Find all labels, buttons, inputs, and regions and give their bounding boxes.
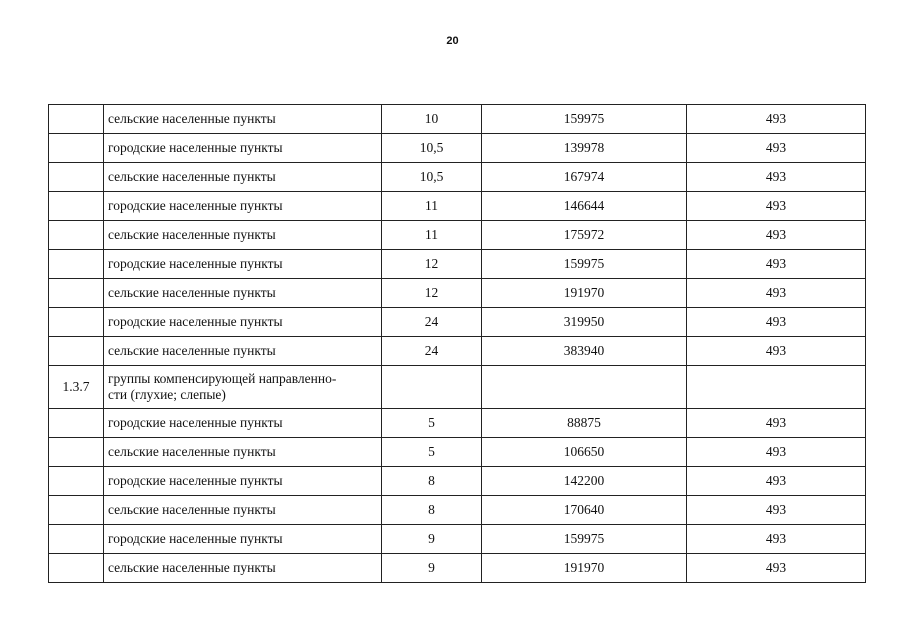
- cell-cost: 191970: [482, 279, 687, 308]
- cell-code: 493: [687, 496, 866, 525]
- cell-num: 1.3.7: [49, 366, 104, 409]
- cell-hours: 10,5: [382, 134, 482, 163]
- cell-cost: 159975: [482, 250, 687, 279]
- table-row: [49, 192, 866, 221]
- cell-hours: 9: [382, 525, 482, 554]
- cell-num: [49, 163, 104, 192]
- cell-code: 493: [687, 438, 866, 467]
- cell-num: [49, 525, 104, 554]
- cell-code: 493: [687, 525, 866, 554]
- cell-name: сельские населенные пункты: [104, 163, 382, 192]
- cell-code: 493: [687, 134, 866, 163]
- table-row: [49, 554, 866, 583]
- cell-name: городские населенные пункты: [104, 308, 382, 337]
- cell-code: 493: [687, 308, 866, 337]
- page-number: 20: [446, 35, 459, 47]
- cell-cost: 175972: [482, 221, 687, 250]
- cell-num: [49, 337, 104, 366]
- table-row: [49, 366, 866, 409]
- cell-hours: 11: [382, 221, 482, 250]
- cell-cost: [482, 366, 687, 409]
- table-row: [49, 163, 866, 192]
- table-row: [49, 496, 866, 525]
- cell-hours: 5: [382, 438, 482, 467]
- cell-code: 493: [687, 467, 866, 496]
- cell-hours: 5: [382, 409, 482, 438]
- cell-cost: 167974: [482, 163, 687, 192]
- cell-hours: 10,5: [382, 163, 482, 192]
- cell-code: 493: [687, 337, 866, 366]
- cell-cost: 159975: [482, 105, 687, 134]
- table-row: [49, 105, 866, 134]
- cell-num: [49, 409, 104, 438]
- cell-cost: 88875: [482, 409, 687, 438]
- cell-code: 493: [687, 163, 866, 192]
- cell-num: [49, 467, 104, 496]
- cell-cost: 159975: [482, 525, 687, 554]
- table-row: [49, 467, 866, 496]
- table-row: [49, 337, 866, 366]
- cell-cost: 146644: [482, 192, 687, 221]
- cell-code: 493: [687, 250, 866, 279]
- cell-name: городские населенные пункты: [104, 467, 382, 496]
- cell-name: сельские населенные пункты: [104, 438, 382, 467]
- cell-num: [49, 496, 104, 525]
- cell-name: городские населенные пункты: [104, 525, 382, 554]
- cell-cost: 142200: [482, 467, 687, 496]
- cell-hours: 8: [382, 467, 482, 496]
- cell-num: [49, 192, 104, 221]
- cell-code: 493: [687, 554, 866, 583]
- cell-hours: 24: [382, 308, 482, 337]
- cell-code: 493: [687, 221, 866, 250]
- cell-cost: 383940: [482, 337, 687, 366]
- cell-name: сельские населенные пункты: [104, 554, 382, 583]
- cell-hours: 12: [382, 279, 482, 308]
- cell-code: [687, 366, 866, 409]
- cell-code: 493: [687, 105, 866, 134]
- cell-num: [49, 134, 104, 163]
- cell-num: [49, 438, 104, 467]
- cell-hours: 8: [382, 496, 482, 525]
- table-row: [49, 250, 866, 279]
- cell-name: сельские населенные пункты: [104, 496, 382, 525]
- cell-name: сельские населенные пункты: [104, 279, 382, 308]
- cell-name: городские населенные пункты: [104, 134, 382, 163]
- cell-num: [49, 105, 104, 134]
- cell-num: [49, 221, 104, 250]
- cell-hours: 24: [382, 337, 482, 366]
- table-row: [49, 525, 866, 554]
- table-row: [49, 279, 866, 308]
- cell-hours: 11: [382, 192, 482, 221]
- cell-cost: 170640: [482, 496, 687, 525]
- cell-code: 493: [687, 409, 866, 438]
- cell-cost: 191970: [482, 554, 687, 583]
- data-table: [48, 104, 866, 583]
- table-body: [49, 105, 866, 583]
- cell-name: сельские населенные пункты: [104, 337, 382, 366]
- cell-name: сельские населенные пункты: [104, 105, 382, 134]
- cell-hours: 9: [382, 554, 482, 583]
- cell-cost: 106650: [482, 438, 687, 467]
- cell-name: городские населенные пункты: [104, 409, 382, 438]
- table-row: [49, 134, 866, 163]
- cell-code: 493: [687, 192, 866, 221]
- cell-name: городские населенные пункты: [104, 250, 382, 279]
- cell-name: группы компенсирующей направленно- сти (глухие; слепые): [104, 366, 382, 409]
- cell-cost: 319950: [482, 308, 687, 337]
- cell-hours: 12: [382, 250, 482, 279]
- table-row: [49, 438, 866, 467]
- table-row: [49, 221, 866, 250]
- cell-num: [49, 279, 104, 308]
- cell-hours: [382, 366, 482, 409]
- cell-code: 493: [687, 279, 866, 308]
- cell-name: городские населенные пункты: [104, 192, 382, 221]
- cell-name: сельские населенные пункты: [104, 221, 382, 250]
- table-row: [49, 409, 866, 438]
- cell-num: [49, 554, 104, 583]
- table-row: [49, 308, 866, 337]
- cell-num: [49, 308, 104, 337]
- cell-cost: 139978: [482, 134, 687, 163]
- cell-num: [49, 250, 104, 279]
- cell-hours: 10: [382, 105, 482, 134]
